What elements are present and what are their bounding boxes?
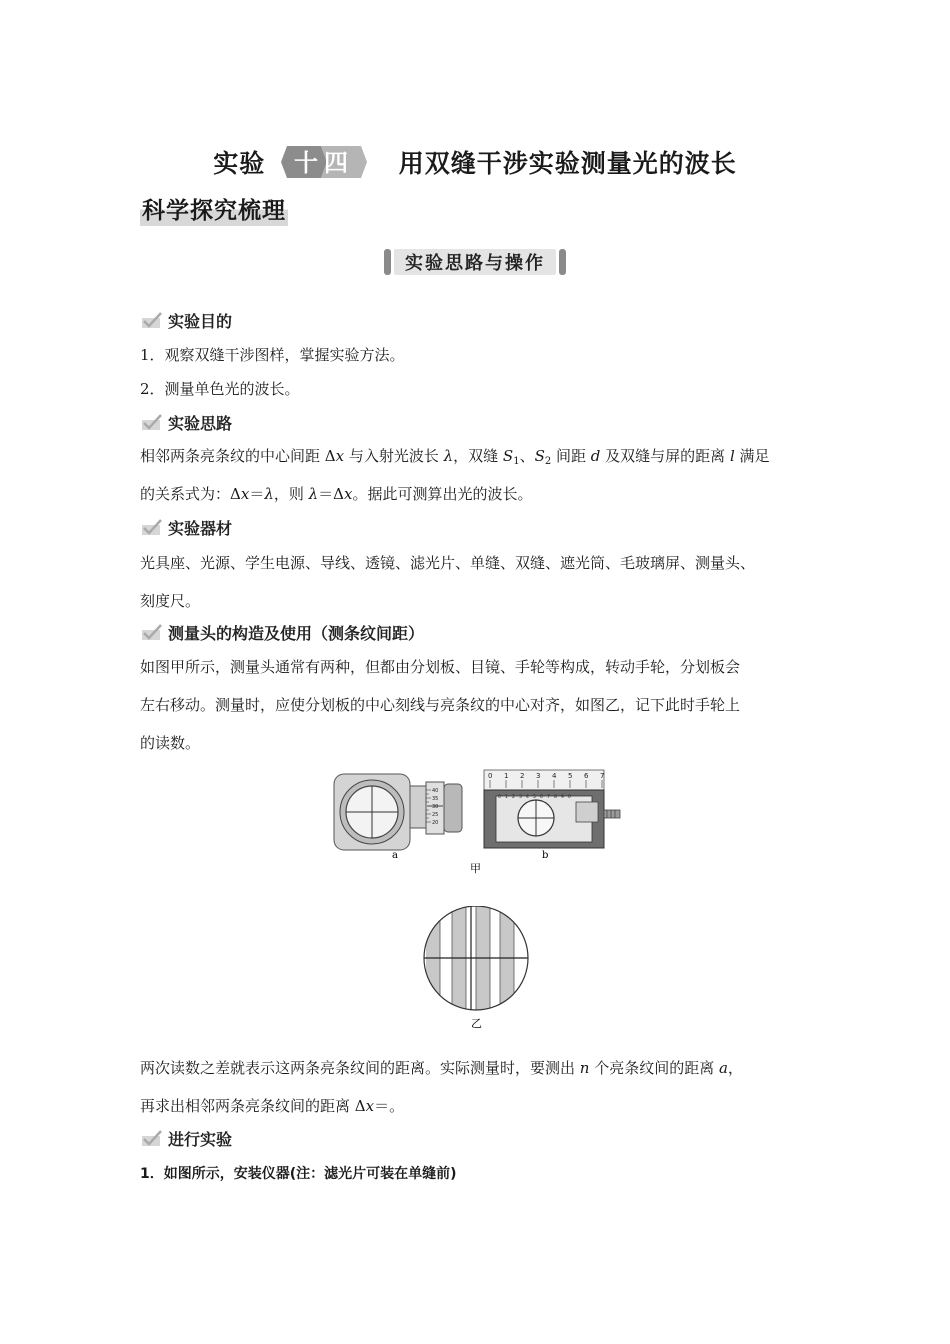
heading-measuring-head	[140, 620, 424, 644]
check-icon	[140, 1128, 164, 1148]
scale-tick-label: 5	[568, 772, 573, 780]
svg-text:7: 7	[547, 795, 550, 800]
heading-text: 测量头的构造及使用（测条纹间距）	[168, 623, 425, 643]
measuring-line-3: 的读数。	[140, 734, 201, 752]
after-figure-line-2: 再求出相邻两条亮条纹间的距离 Δx＝。	[140, 1097, 405, 1115]
figure-yi	[414, 906, 538, 1032]
heading-text: 实验器材	[168, 518, 233, 538]
idea-line-2: 的关系式为：Δx＝λ，则 λ＝Δx。据此可测算出光的波长。	[140, 485, 533, 503]
section-title: 科学探究梳理	[142, 197, 286, 224]
measuring-head-b-drawing	[484, 770, 620, 848]
drum-scale-labels	[432, 788, 438, 826]
drum-tick-label: 35	[432, 796, 439, 802]
pill-left-cap	[384, 249, 391, 275]
svg-text:1: 1	[505, 795, 508, 800]
check-icon	[140, 412, 164, 432]
equipment-line-2: 刻度尺。	[140, 592, 201, 610]
svg-text:5: 5	[533, 795, 536, 800]
measuring-line-2: 左右移动。测量时，应使分划板的中心刻线与亮条纹的中心对齐，如图乙，记下此时手轮上	[140, 696, 741, 714]
experiment-title	[0, 142, 950, 182]
svg-text:3: 3	[519, 795, 522, 800]
heading-procedure	[140, 1126, 232, 1150]
idea-line-1: 相邻两条亮条纹的中心间距 Δx 与入射光波长 λ，双缝 $S_1$、$S_2$ 间距 d 及双缝与屏的距离 l 满足	[140, 447, 770, 467]
heading-text: 进行实验	[168, 1129, 233, 1149]
measuring-line-1: 如图甲所示，测量头通常有两种，但都由分划板、目镜、手轮等构成，转动手轮，分划板会	[140, 658, 741, 676]
scale-tick-label: 3	[536, 772, 541, 780]
drum-tick-label: 40	[432, 788, 439, 794]
check-icon	[140, 517, 164, 537]
check-icon	[140, 310, 164, 330]
heading-equipment	[140, 515, 232, 539]
scale-tick-label: 2	[520, 772, 525, 780]
measuring-head-a-drawing	[334, 774, 462, 850]
svg-text:9: 9	[561, 795, 564, 800]
scale-tick-label: 6	[584, 772, 589, 780]
svg-text:8: 8	[554, 795, 557, 800]
subsection-pill	[384, 248, 566, 276]
purpose-item-1: 1．观察双缝干涉图样，掌握实验方法。	[140, 346, 405, 364]
equipment-line-1: 光具座、光源、学生电源、导线、透镜、滤光片、单缝、双缝、遮光筒、毛玻璃屏、测量头、	[140, 554, 756, 572]
procedure-item-1: 1．如图所示，安装仪器(注：滤光片可装在单缝前)	[140, 1166, 457, 1182]
title-prefix: 实验	[213, 149, 266, 178]
drum-tick-label: 30	[432, 804, 439, 810]
heading-purpose	[140, 308, 232, 332]
svg-text:2: 2	[512, 795, 515, 800]
badge-text: 十四	[294, 149, 354, 177]
title-main: 用双缝干涉实验测量光的波长	[398, 149, 737, 178]
heading-idea	[140, 410, 232, 434]
experiment-number-badge	[281, 142, 367, 182]
heading-text: 实验思路	[168, 413, 233, 433]
drum-tick-label: 25	[432, 812, 439, 818]
after-figure-line-1: 两次读数之差就表示这两条亮条纹间的距离。实际测量时，要测出 n 个亮条纹间的距离 a，	[140, 1059, 743, 1077]
figure-jia	[330, 768, 625, 876]
label-a: a	[392, 850, 398, 861]
pill-label: 实验思路与操作	[394, 249, 556, 275]
label-b: b	[542, 850, 549, 861]
scale-tick-label: 4	[552, 772, 557, 780]
caption-jia: 甲	[470, 862, 481, 875]
heading-text: 实验目的	[168, 311, 233, 331]
caption-yi: 乙	[471, 1017, 482, 1030]
pill-right-cap	[559, 249, 566, 275]
svg-text:0: 0	[498, 795, 501, 800]
svg-text:0: 0	[568, 795, 571, 800]
scale-tick-label: 0	[488, 772, 493, 780]
scale-tick-label: 7	[600, 772, 605, 780]
interference-fringes	[414, 906, 538, 1010]
check-icon	[140, 622, 164, 642]
scale-tick-label: 1	[504, 772, 509, 780]
svg-text:4: 4	[526, 795, 529, 800]
purpose-item-2: 2．测量单色光的波长。	[140, 380, 300, 398]
drum-tick-label: 20	[432, 820, 439, 826]
svg-text:6: 6	[540, 795, 543, 800]
